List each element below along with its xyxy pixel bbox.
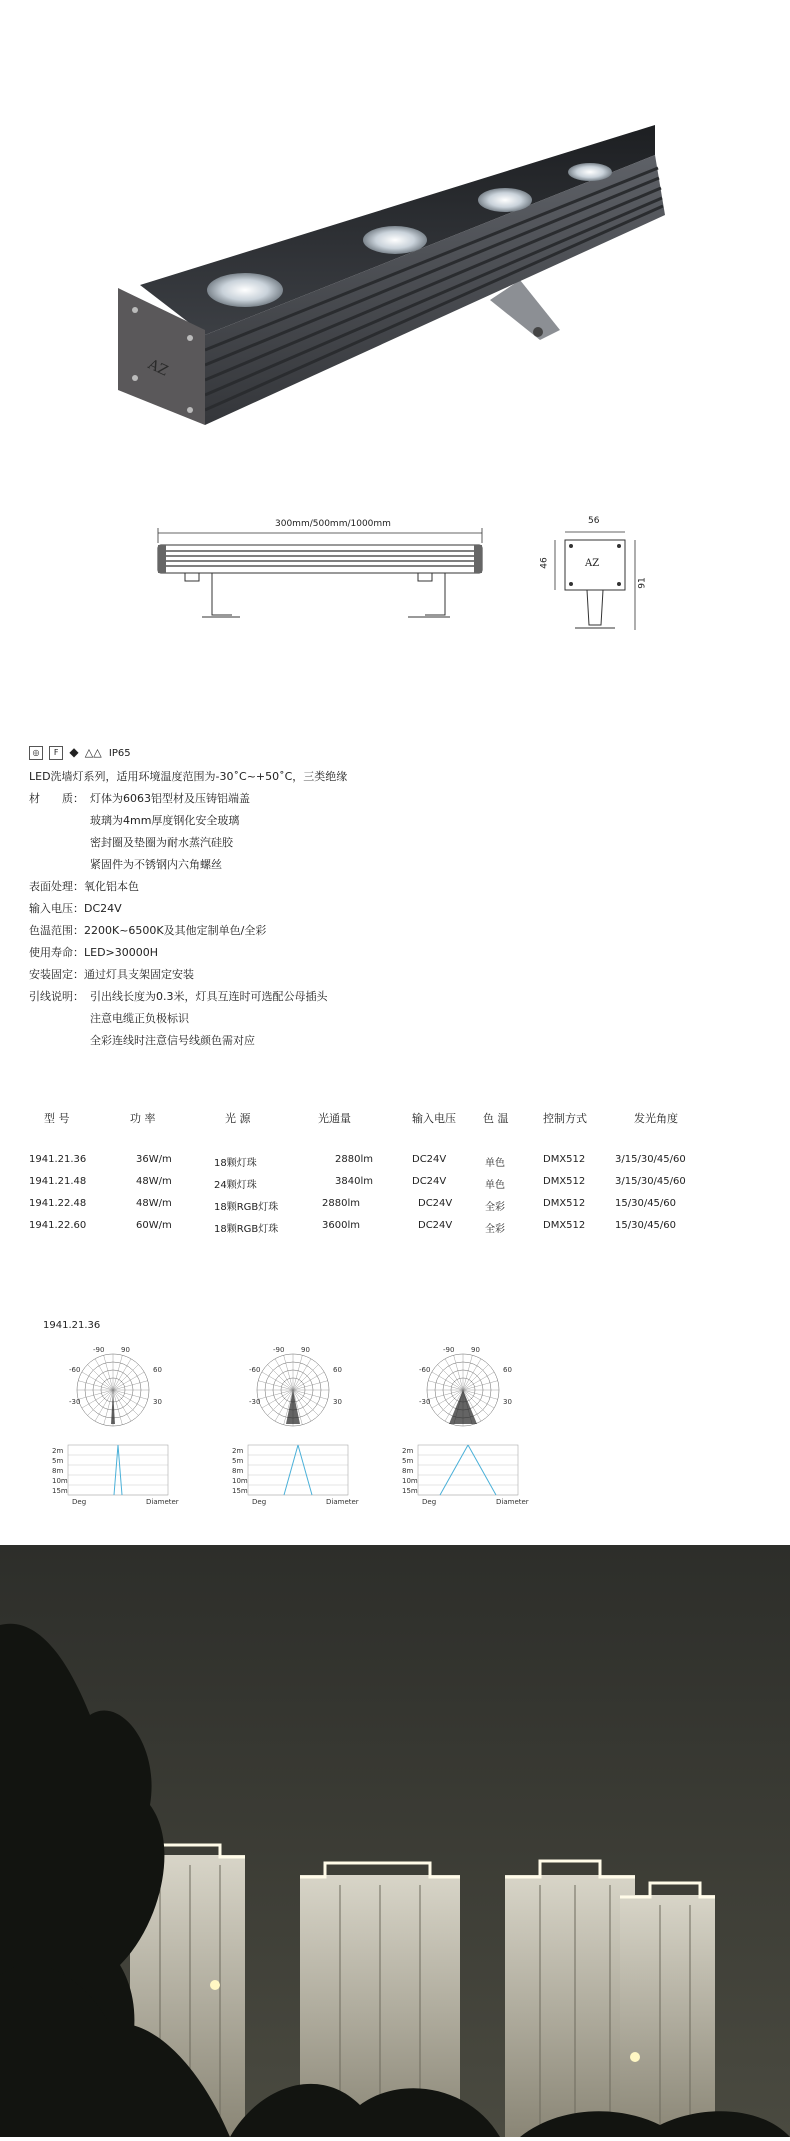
distance-label: 15m <box>402 1487 418 1495</box>
table-header: 光通量 <box>318 1112 351 1125</box>
table-cell: 单色 <box>485 1158 505 1169</box>
polar-spoke <box>88 1390 113 1415</box>
spec-material-line: 灯体为6063铝型材及压铸铝端盖 <box>90 792 250 805</box>
spec-surface: 表面处理：氧化铝本色 <box>29 880 139 893</box>
photometric-group <box>230 1345 370 1515</box>
table-cell: 15/30/45/60 <box>615 1198 677 1209</box>
table-cell: 3840lm <box>335 1176 373 1187</box>
polar-spoke <box>428 1390 463 1399</box>
table-cell: 60W/m <box>136 1220 172 1231</box>
spec-lifetime: 使用寿命：LED>30000H <box>29 946 159 959</box>
table-cell: 2880lm <box>322 1198 360 1209</box>
distance-label: 5m <box>52 1457 64 1465</box>
distance-chart-frame <box>248 1445 348 1495</box>
table-cell: DC24V <box>418 1220 453 1231</box>
photometric-model-label: 1941.21.36 <box>43 1320 101 1331</box>
photometric-group <box>400 1345 540 1515</box>
spec-material-line: 密封圈及垫圈为耐水蒸汽硅胶 <box>90 836 233 849</box>
polar-spoke <box>293 1390 328 1399</box>
certification-row <box>29 745 131 760</box>
polar-spoke <box>104 1355 113 1390</box>
polar-tick-label: -90 <box>273 1346 285 1354</box>
f-mark-icon: F <box>49 746 63 760</box>
ip-rating: IP65 <box>108 748 131 759</box>
polar-spoke <box>428 1381 463 1390</box>
spec-wiring-line: 全彩连线时注意信号线颜色需对应 <box>90 1034 255 1047</box>
spec-material-line: 玻璃为4mm厚度钢化安全玻璃 <box>90 814 240 827</box>
dimension-drawing-front <box>150 515 490 635</box>
polar-spoke <box>88 1365 113 1390</box>
table-cell: DC24V <box>412 1154 447 1165</box>
table-cell: DC24V <box>418 1198 453 1209</box>
spec-material-label: 材 质： <box>29 792 84 805</box>
polar-spoke <box>293 1355 302 1390</box>
polar-tick-label: 30 <box>333 1398 342 1406</box>
table-cell: 18颗RGB灯珠 <box>214 1202 279 1213</box>
height-dimension-label: 46 <box>539 557 550 569</box>
axis-label-left: Deg <box>72 1498 87 1506</box>
polar-spoke <box>454 1355 463 1390</box>
night-building-photo <box>0 1545 790 2137</box>
distance-label: 15m <box>232 1487 248 1495</box>
table-cell: 48W/m <box>136 1198 172 1209</box>
polar-spoke <box>293 1381 328 1390</box>
table-cell: 1941.22.60 <box>29 1220 87 1231</box>
polar-tick-label: 60 <box>333 1366 342 1374</box>
warning-triangle-icon: △△ <box>84 746 102 759</box>
polar-spoke <box>113 1381 148 1390</box>
table-cell: DMX512 <box>543 1220 586 1231</box>
polar-spoke <box>78 1390 113 1399</box>
distance-label: 10m <box>52 1477 68 1485</box>
table-cell: 1941.22.48 <box>29 1198 87 1209</box>
polar-spoke <box>113 1355 122 1390</box>
table-cell: 3/15/30/45/60 <box>615 1154 686 1165</box>
diamond-icon: ◆ <box>69 745 79 759</box>
table-header: 型 号 <box>44 1112 70 1125</box>
table-cell: 15/30/45/60 <box>615 1220 677 1231</box>
distance-label: 8m <box>232 1467 244 1475</box>
table-cell: 24颗灯珠 <box>214 1180 257 1191</box>
distance-label: 8m <box>402 1467 414 1475</box>
side-logo: AZ <box>585 558 600 569</box>
spec-color-temp: 色温范围：2200K~6500K及其他定制单色/全彩 <box>29 924 267 937</box>
polar-tick-label: -30 <box>249 1398 261 1406</box>
table-cell: 18颗灯珠 <box>214 1158 257 1169</box>
spec-wiring-label: 引线说明： <box>29 990 84 1003</box>
polar-spoke <box>258 1381 293 1390</box>
polar-spoke <box>113 1365 138 1390</box>
table-cell: 1941.21.36 <box>29 1154 87 1165</box>
axis-label-right: Diameter <box>496 1498 529 1506</box>
polar-tick-label: -90 <box>93 1346 105 1354</box>
polar-tick-label: -90 <box>443 1346 455 1354</box>
table-header: 控制方式 <box>543 1112 587 1125</box>
polar-spoke <box>438 1365 463 1390</box>
distance-label: 10m <box>232 1477 248 1485</box>
spec-intro: LED洗墙灯系列，适用环境温度范围为-30˚C~+50˚C，三类绝缘 <box>29 770 348 783</box>
polar-spoke <box>463 1355 472 1390</box>
distance-label: 5m <box>232 1457 244 1465</box>
spec-install: 安装固定：通过灯具支架固定安装 <box>29 968 194 981</box>
spec-wiring-line: 注意电缆正负极标识 <box>90 1012 189 1025</box>
length-dimension-label: 300mm/500mm/1000mm <box>275 519 391 529</box>
distance-label: 5m <box>402 1457 414 1465</box>
polar-spoke <box>258 1390 293 1399</box>
distance-label: 15m <box>52 1487 68 1495</box>
distance-label: 2m <box>52 1447 64 1455</box>
table-cell: DMX512 <box>543 1154 586 1165</box>
photometric-group <box>50 1345 190 1515</box>
polar-tick-label: -60 <box>249 1366 261 1374</box>
spec-voltage: 输入电压：DC24V <box>29 902 122 915</box>
table-cell: 48W/m <box>136 1176 172 1187</box>
polar-spoke <box>463 1365 488 1390</box>
polar-spoke <box>268 1365 293 1390</box>
table-cell: 3/15/30/45/60 <box>615 1176 686 1187</box>
table-cell: 1941.21.48 <box>29 1176 87 1187</box>
polar-spoke <box>463 1390 498 1399</box>
table-cell: 全彩 <box>485 1224 505 1235</box>
spec-wiring-line: 引出线长度为0.3米，灯具互连时可选配公母插头 <box>90 990 328 1003</box>
polar-tick-label: -60 <box>419 1366 431 1374</box>
distance-label: 10m <box>402 1477 418 1485</box>
table-cell: 18颗RGB灯珠 <box>214 1224 279 1235</box>
table-cell: 全彩 <box>485 1202 505 1213</box>
polar-tick-label: 30 <box>503 1398 512 1406</box>
distance-label: 2m <box>402 1447 414 1455</box>
product-photo <box>0 0 790 470</box>
table-cell: DMX512 <box>543 1198 586 1209</box>
table-cell: 36W/m <box>136 1154 172 1165</box>
table-cell: 单色 <box>485 1180 505 1191</box>
polar-tick-label: 90 <box>301 1346 310 1354</box>
table-cell: DMX512 <box>543 1176 586 1187</box>
polar-tick-label: 90 <box>121 1346 130 1354</box>
polar-tick-label: -60 <box>69 1366 81 1374</box>
polar-spoke <box>293 1365 318 1390</box>
distance-chart-frame <box>418 1445 518 1495</box>
axis-label-left: Deg <box>422 1498 437 1506</box>
axis-label-left: Deg <box>252 1498 267 1506</box>
axis-label-right: Diameter <box>326 1498 359 1506</box>
width-dimension-label: 56 <box>588 516 600 526</box>
dimension-drawing-side <box>539 516 648 640</box>
polar-spoke <box>113 1390 138 1415</box>
beam-cone <box>284 1445 312 1495</box>
table-header: 输入电压 <box>412 1112 456 1125</box>
table-cell: 3600lm <box>322 1220 360 1231</box>
axis-label-right: Diameter <box>146 1498 179 1506</box>
polar-spoke <box>113 1390 148 1399</box>
polar-tick-label: -30 <box>69 1398 81 1406</box>
polar-tick-label: 90 <box>471 1346 480 1354</box>
table-cell: DC24V <box>412 1176 447 1187</box>
distance-label: 8m <box>52 1467 64 1475</box>
beam-cone <box>440 1445 496 1495</box>
polar-spoke <box>78 1381 113 1390</box>
distance-label: 2m <box>232 1447 244 1455</box>
table-header: 功 率 <box>130 1112 156 1125</box>
total-height-dimension-label: 91 <box>637 577 648 589</box>
table-header: 光 源 <box>225 1112 251 1125</box>
table-cell: 2880lm <box>335 1154 373 1165</box>
polar-spoke <box>463 1381 498 1390</box>
polar-tick-label: 60 <box>503 1366 512 1374</box>
beam-cone <box>114 1445 122 1495</box>
end-cap-logo: AZ <box>145 356 171 380</box>
ce-icon: ◎ <box>29 746 43 760</box>
table-header: 色 温 <box>483 1112 509 1125</box>
table-header: 发光角度 <box>634 1112 678 1125</box>
spec-material-line: 紧固件为不锈钢内六角螺丝 <box>90 858 222 871</box>
polar-tick-label: 60 <box>153 1366 162 1374</box>
polar-spoke <box>284 1355 293 1390</box>
polar-tick-label: -30 <box>419 1398 431 1406</box>
distance-chart-frame <box>68 1445 168 1495</box>
polar-tick-label: 30 <box>153 1398 162 1406</box>
